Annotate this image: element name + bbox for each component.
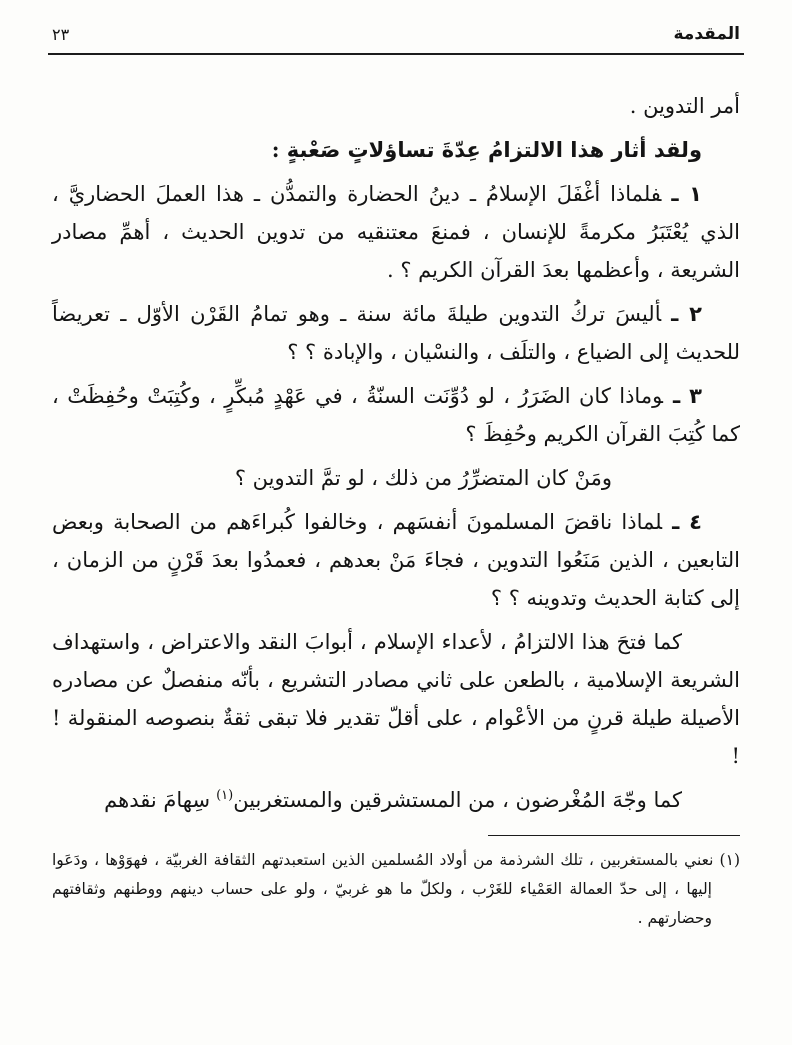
item-number: ١ ـ — [671, 181, 702, 206]
paragraph-text: لماذا ناقضَ المسلمونَ أنفسَهم ، وخالفوا كُبراءَهم من الصحابة وبعض التابعين ، الذين مَنَعُوا التدوين ، فجاءَ مَنْ بعدهم ، فعمدُوا بعدَ قَرْنٍ من الزمان ، إلى كتابة الحديث وتدوينه ؟ ؟ — [52, 510, 740, 610]
footnote-reference: (١) — [216, 788, 234, 803]
paragraph — [52, 377, 740, 453]
item-number: ٢ ـ — [671, 301, 702, 326]
paragraph-text: فلماذا أغْفَلَ الإسلامُ ـ دينُ الحضارة والتمدُّن ـ هذا العملَ الحضاريَّ ، الذي يُعْتَبَرُ مكرمةً للإنسان ، فمنعَ معتنقيه من تدوين الحديث ، أهمِّ مصادر الشريعة ، وأعظمها بعدَ القرآن الكريم ؟ . — [52, 182, 740, 282]
paragraph-text: أليسَ تركُ التدوين طيلةَ مائة سنة ـ وهو تمامُ القَرْن الأوّل ـ تعريضاً للحديث إلى الضياع ، والتلَف ، والنسْيان ، والإبادة ؟ ؟ — [52, 302, 740, 364]
paragraph — [52, 503, 740, 617]
page-number: ٢٣ — [52, 25, 70, 44]
paragraph — [52, 131, 740, 169]
paragraph-text: ومَنْ كان المتضرِّرُ من ذلك ، لو تمَّ التدوين ؟ — [234, 466, 612, 490]
paragraph-text: كما وجّهَ المُغْرضون ، من المستشرقين والمستغربين — [233, 788, 682, 812]
paragraph — [52, 459, 740, 497]
paragraph-text: ولقد أثار هذا الالتزامُ عِدّةَ تساؤلاتٍ صَعْبةٍ : — [271, 137, 702, 162]
footnote — [0, 846, 792, 933]
paragraph — [52, 623, 740, 775]
paragraph — [52, 87, 740, 125]
item-number: ٣ ـ — [672, 383, 702, 408]
paragraph — [52, 295, 740, 371]
paragraph-text: كما فتحَ هذا الالتزامُ ، لأعداء الإسلام ، أبوابَ النقد والاعتراض ، واستهداف الشريعة الإسلامية ، بالطعن على ثاني مصادر التشريع ، بأنّه منفصلٌ عن مصادره الأصيلة طيلة قرنٍ من الأعْوام ، على أقلّ تقدير فلا تبقى ثقةٌ بنصوصه المنقولة ! ! — [52, 630, 740, 768]
paragraph — [52, 175, 740, 289]
paragraph-text: سِهامَ نقدهم — [104, 788, 211, 812]
paragraph-text: أمر التدوين . — [629, 94, 740, 118]
item-number: ٤ ـ — [672, 509, 702, 534]
paragraph-text: وماذا كان الضَرَرُ ، لو دُوِّنَت السنّةُ ، في عَهْدٍ مُبكِّرٍ ، وكُتِبَتْ وحُفِظَتْ ، كما كُتِبَ القرآن الكريم وحُفِظَ ؟ — [52, 384, 740, 446]
page-title: المقدمة — [673, 24, 740, 44]
footnote-paragraph — [52, 846, 740, 933]
footnote-text: نعني بالمستغربين ، تلك الشرذمة من أولاد المُسلمين الذين استعبدتهم الثقافة الغربيّة ، فهوَوْها ، ودَعَوا إليها ، إلى حدّ العمالة العَمْياء للغَرْب ، ولكلّ ما هو غربيّ ، ولو على حساب دينهم ووطنهم وثقافتهم وحضارتهم . — [52, 851, 714, 927]
footnote-marker: (١) — [719, 851, 740, 869]
page-body — [0, 55, 792, 819]
footnote-separator — [488, 835, 740, 836]
page-header — [0, 0, 792, 44]
paragraph — [52, 781, 740, 819]
